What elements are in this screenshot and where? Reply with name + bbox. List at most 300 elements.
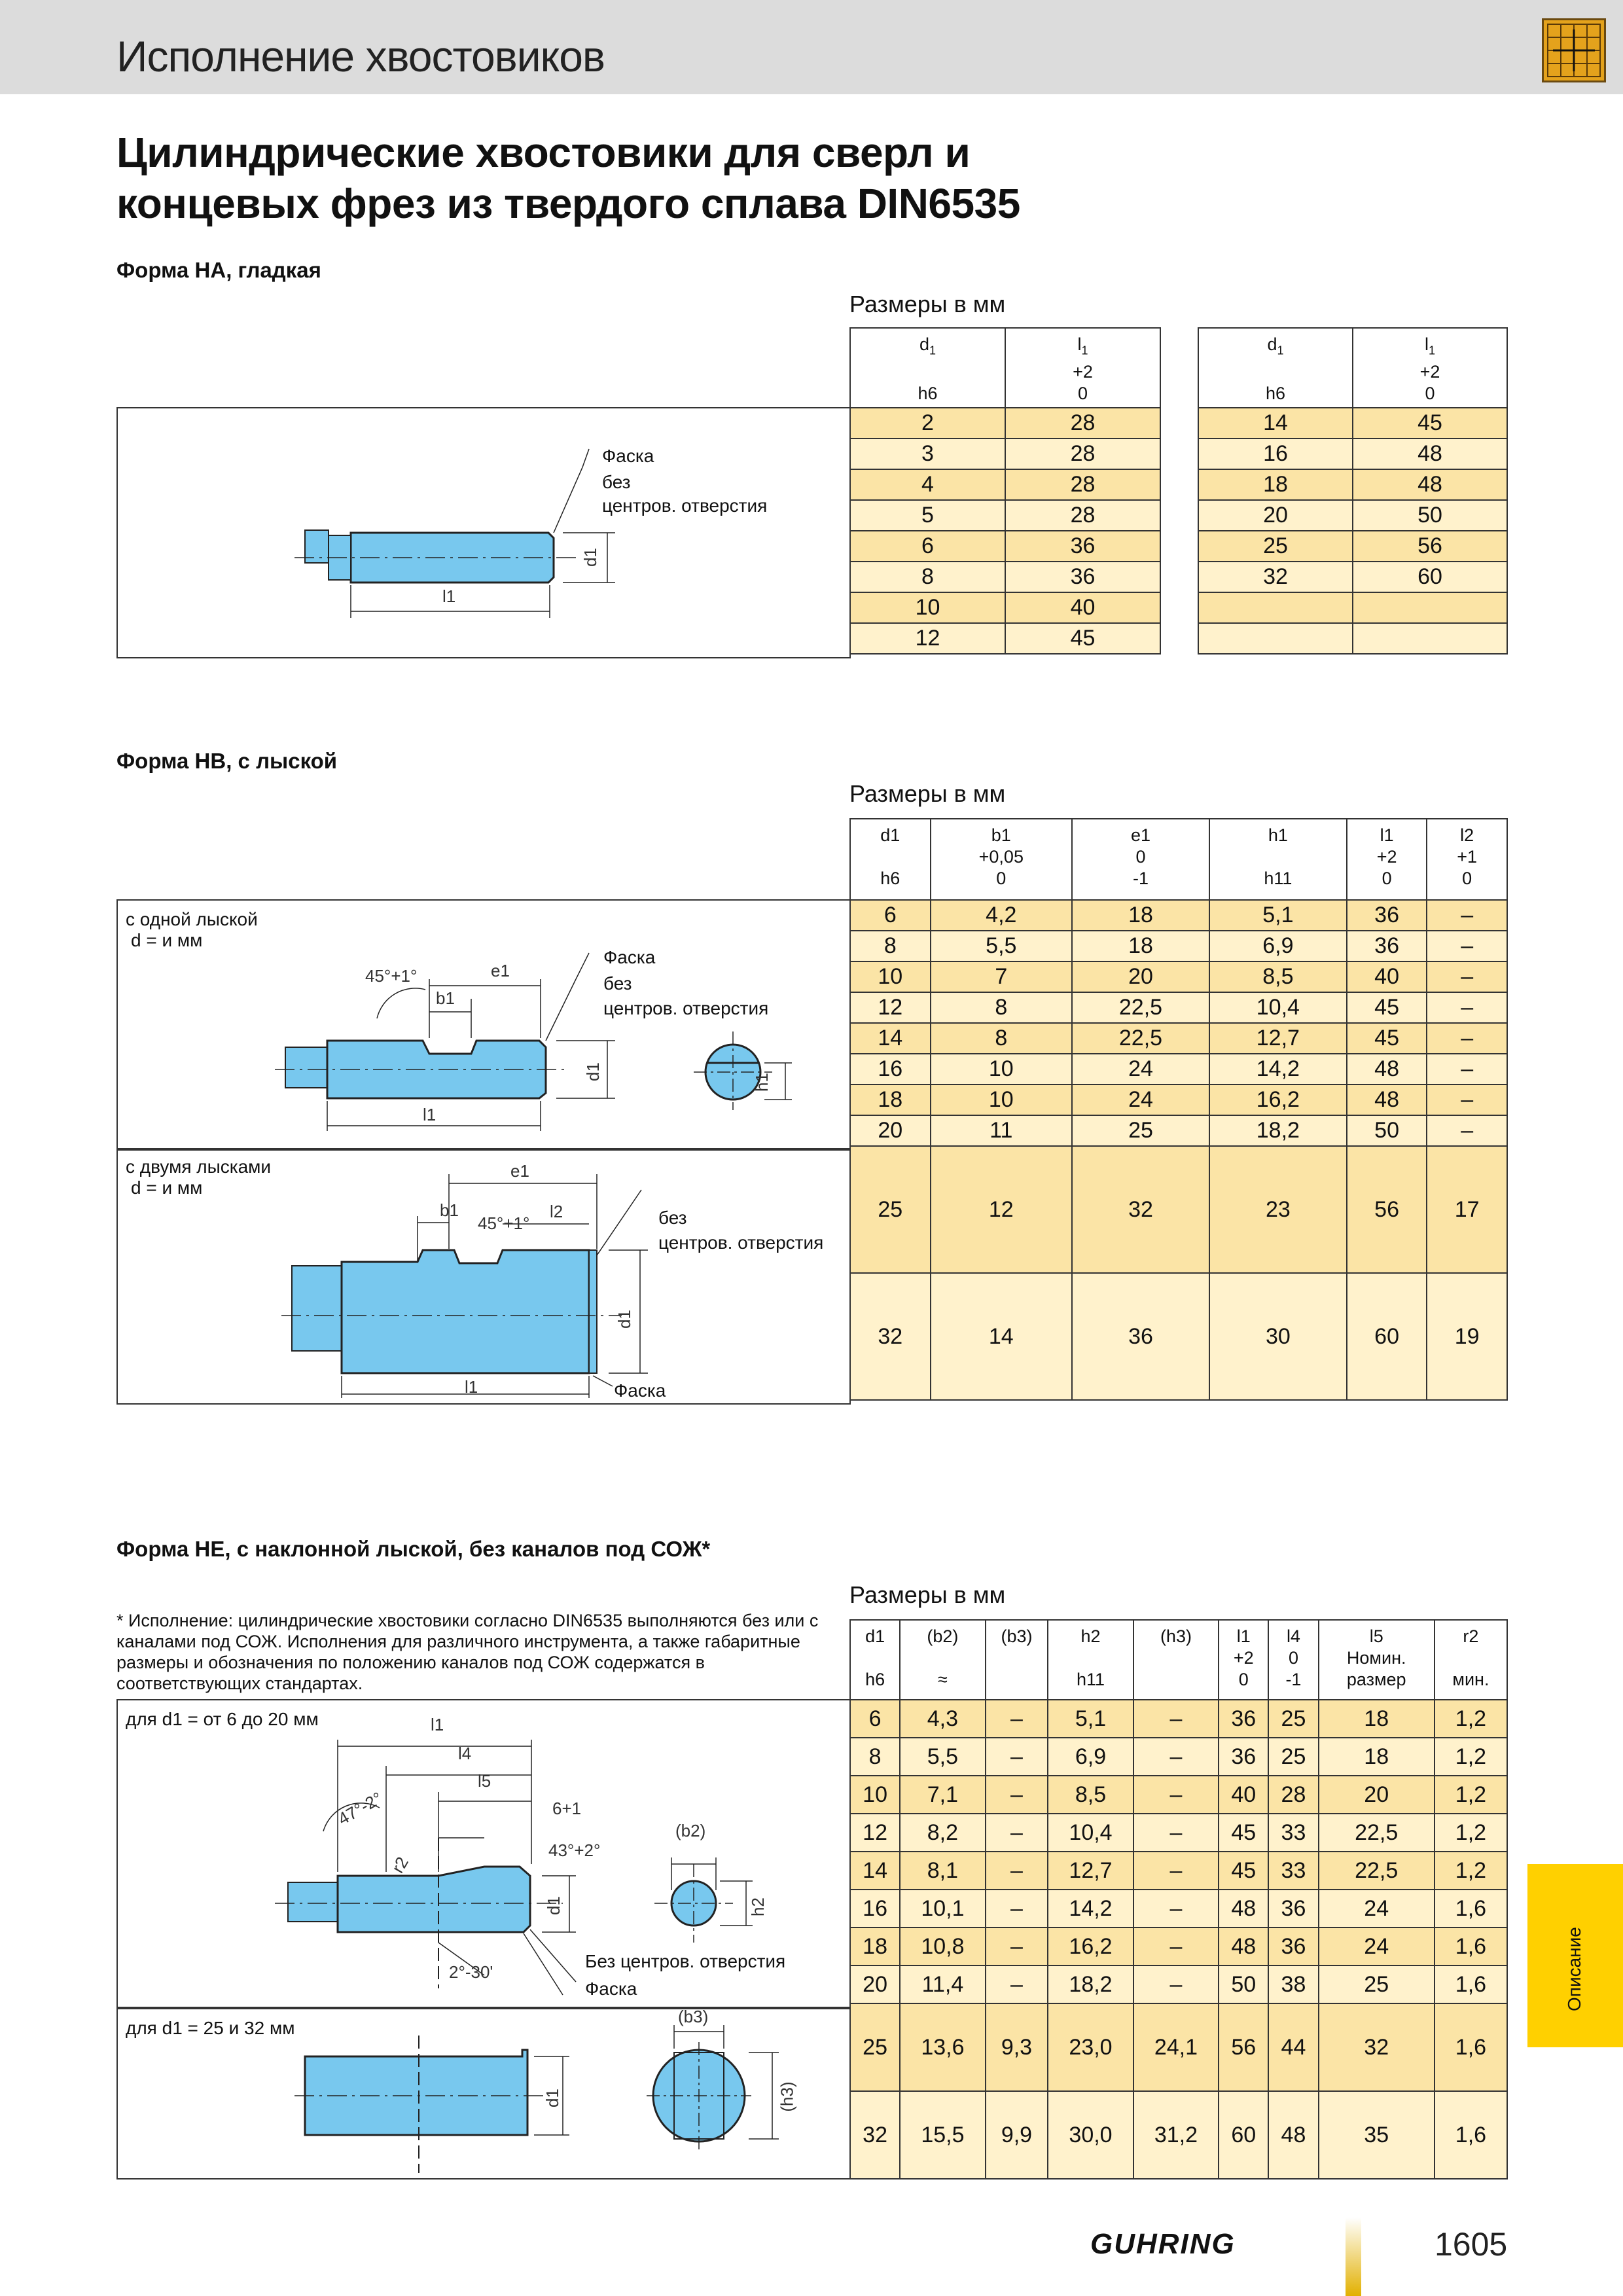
ha-header-d1: $d_1$ h6 xyxy=(850,328,1005,408)
section-hb-drawing-one-flat xyxy=(116,899,851,1149)
ha-right-cell: 14 xyxy=(1198,408,1353,439)
hb2-angle-label: 45°+1° xyxy=(478,1213,530,1233)
section-ha-dims-label: Размеры в мм xyxy=(849,291,1006,317)
he-cell: 33 xyxy=(1268,1814,1318,1852)
ha-left-row xyxy=(850,439,1160,469)
hb-cell: 18 xyxy=(1072,900,1209,931)
he-cell: 22,5 xyxy=(1319,1814,1435,1852)
hb-cell: 25 xyxy=(1072,1115,1209,1146)
hb2-cell: 32 xyxy=(850,1273,931,1400)
he-cell: 20 xyxy=(1319,1776,1435,1814)
hb-h1-label: h1 xyxy=(751,1073,772,1092)
hb-cell: 40 xyxy=(1347,961,1427,992)
section-he-drawing-small xyxy=(116,1699,851,2008)
he-header-cell xyxy=(1319,1620,1435,1700)
ha-no-center-label-2: центров. отверстия xyxy=(602,495,768,516)
he-cell: 1,6 xyxy=(1435,1928,1507,1965)
he-header-text: (b3) xyxy=(1001,1626,1033,1646)
he-cell: 5,5 xyxy=(900,1738,985,1776)
ha-right-cell: 18 xyxy=(1198,469,1353,500)
ha-left-cell: 10 xyxy=(850,592,1005,623)
he-range-caption-1: для d1 = от 6 до 20 мм xyxy=(126,1709,319,1729)
he2-cell: 31,2 xyxy=(1133,2091,1219,2179)
hb2-cell: 25 xyxy=(850,1146,931,1273)
side-tab[interactable] xyxy=(1527,1864,1623,2047)
he-cell: 10,1 xyxy=(900,1890,985,1928)
he-cell: 18,2 xyxy=(1048,1965,1133,2003)
hb-cell: 48 xyxy=(1347,1054,1427,1085)
he-cell: – xyxy=(1133,1852,1219,1890)
page-number: 1605 xyxy=(1435,2226,1508,2263)
he-cell: 36 xyxy=(1219,1700,1268,1738)
shank-hb-one-flat-illustration xyxy=(118,901,849,1148)
hb-cell: 22,5 xyxy=(1072,1023,1209,1054)
ha-d1-label: d1 xyxy=(580,548,600,567)
section-hb-title: Форма HB, с лыской xyxy=(116,749,338,773)
hb-cell: 20 xyxy=(1072,961,1209,992)
he-cell: – xyxy=(1133,1890,1219,1928)
he-cell: 8 xyxy=(850,1738,900,1776)
hb-header-text: d1 xyxy=(880,825,901,845)
ha-left-cell: 28 xyxy=(1005,408,1160,439)
ha-right-cell: 25 xyxy=(1198,531,1353,562)
ha-right-cell xyxy=(1353,592,1507,623)
he-cell: – xyxy=(986,1852,1048,1890)
ha-left-cell: 40 xyxy=(1005,592,1160,623)
hb-header-text: +1 xyxy=(1457,847,1478,867)
he-header-cell xyxy=(900,1620,985,1700)
he2-cell: 13,6 xyxy=(900,2003,985,2091)
hb-cell: 14,2 xyxy=(1209,1054,1347,1085)
ha-right-cell: 48 xyxy=(1353,439,1507,469)
section-he-drawing-large xyxy=(116,2008,851,2179)
ha-left-row xyxy=(850,408,1160,439)
hb2-l2-label: l2 xyxy=(550,1202,563,1221)
ha-left-row xyxy=(850,623,1160,654)
hb-cell: 18,2 xyxy=(1209,1115,1347,1146)
he-cell: – xyxy=(986,1776,1048,1814)
he-header-text xyxy=(1134,1669,1218,1691)
he-header-text xyxy=(1134,1647,1218,1669)
he2-cell: 15,5 xyxy=(900,2091,985,2179)
hb-header-cell xyxy=(1427,819,1507,900)
hb-cell: 16,2 xyxy=(1209,1085,1347,1115)
he-angle43-label: 43°+2° xyxy=(548,1840,601,1860)
he-header-text: размер xyxy=(1346,1670,1406,1689)
ha-right-cell xyxy=(1198,592,1353,623)
hb-row xyxy=(850,1085,1507,1115)
ha-right-cell: 20 xyxy=(1198,500,1353,531)
he2-cell: 56 xyxy=(1219,2003,1268,2091)
hb-cell: 20 xyxy=(850,1115,931,1146)
hb-one-flat-caption-1: с одной лыской xyxy=(126,909,258,929)
hb-cell: 10,4 xyxy=(1209,992,1347,1023)
he-cell: 18 xyxy=(1319,1738,1435,1776)
shank-ha-illustration xyxy=(118,408,849,657)
he-cell: 11,4 xyxy=(900,1965,985,2003)
hb-row xyxy=(850,992,1507,1023)
hb-header-text: l1 xyxy=(1380,825,1394,845)
hb-header-text: b1 xyxy=(991,825,1011,845)
he2-cell: 44 xyxy=(1268,2003,1318,2091)
he-chamfer-label: Фаска xyxy=(585,1979,637,1999)
he-cell: 6 xyxy=(850,1700,900,1738)
ha-left-cell: 4 xyxy=(850,469,1005,500)
he-header-cell xyxy=(986,1620,1048,1700)
he-cell: – xyxy=(986,1814,1048,1852)
section-he-footnote: * Исполнение: цилиндрические хвостовики согласно DIN6535 выполняются без или с каналами под СОЖ. Исполнения для различного инструмента, а также габаритные размеры и обозначения по положению каналов под СОЖ содержатся в соответствующих стандартах. xyxy=(116,1611,819,1693)
ha-right-row xyxy=(1198,592,1507,623)
he-header-text: мин. xyxy=(1452,1670,1489,1689)
he-cell: 10 xyxy=(850,1776,900,1814)
he-cell: 16 xyxy=(850,1890,900,1928)
hb2-cell: 60 xyxy=(1347,1273,1427,1400)
page-title-line2: концевых фрез из твердого сплава DIN6535 xyxy=(116,180,1020,227)
he-d1b-label: d1 xyxy=(542,2089,562,2108)
he-cell: 40 xyxy=(1219,1776,1268,1814)
he-cell: 16,2 xyxy=(1048,1928,1133,1965)
hb2-cell: 14 xyxy=(931,1273,1072,1400)
ha-right-cell: 16 xyxy=(1198,439,1353,469)
he2-cell: 30,0 xyxy=(1048,2091,1133,2179)
he-header-text xyxy=(986,1647,1048,1669)
ha-left-cell: 45 xyxy=(1005,623,1160,654)
he-cell: 1,2 xyxy=(1435,1776,1507,1814)
he-cell: – xyxy=(986,1738,1048,1776)
he-cell: 50 xyxy=(1219,1965,1268,2003)
ha-table-right xyxy=(1198,327,1508,655)
section-ha-drawing xyxy=(116,407,851,658)
he-cell: 5,1 xyxy=(1048,1700,1133,1738)
he2-cell: 9,3 xyxy=(986,2003,1048,2091)
hb-cell: – xyxy=(1427,931,1507,961)
he-cell: 33 xyxy=(1268,1852,1318,1890)
ha-right-cell: 56 xyxy=(1353,531,1507,562)
ha-left-row xyxy=(850,469,1160,500)
hb-cell: 8,5 xyxy=(1209,961,1347,992)
hb-cell: 16 xyxy=(850,1054,931,1085)
hb-header-text: l2 xyxy=(1460,825,1474,845)
he-no-center-label: Без центров. отверстия xyxy=(585,1951,786,1971)
he-cell: 8,5 xyxy=(1048,1776,1133,1814)
hb-row xyxy=(850,1023,1507,1054)
he-angle2-label: 2°-30' xyxy=(449,1962,493,1982)
hb-angle-label: 45°+1° xyxy=(365,966,418,986)
hb-cell: 50 xyxy=(1347,1115,1427,1146)
he2-cell: 24,1 xyxy=(1133,2003,1219,2091)
he-cell: 10,4 xyxy=(1048,1814,1133,1852)
he-cell: – xyxy=(986,1965,1048,2003)
hb-header-text: 0 xyxy=(996,869,1007,888)
he-l5-label: l5 xyxy=(478,1771,491,1791)
ha-left-cell: 36 xyxy=(1005,562,1160,592)
page-title xyxy=(116,127,1020,229)
section-he-title: Форма HE, с наклонной лыской, без каналов под СОЖ* xyxy=(116,1537,711,1561)
he-header-text xyxy=(1048,1647,1132,1669)
section-hb-dims-label: Размеры в мм xyxy=(849,780,1006,807)
he-cell: 1,2 xyxy=(1435,1852,1507,1890)
he-cell: 1,2 xyxy=(1435,1814,1507,1852)
section-hb-drawing-two-flats xyxy=(116,1149,851,1405)
he2-cell: 25 xyxy=(850,2003,900,2091)
hb-cell: 45 xyxy=(1347,1023,1427,1054)
ha-right-row xyxy=(1198,500,1507,531)
he-header-text xyxy=(1435,1647,1507,1669)
he-header-text: l5 xyxy=(1369,1626,1383,1646)
hb2-chamfer-label: Фаска xyxy=(614,1380,666,1401)
he-cell: 24 xyxy=(1319,1928,1435,1965)
ha-right-row xyxy=(1198,562,1507,592)
he-header-cell xyxy=(1268,1620,1318,1700)
he-cell: – xyxy=(1133,1738,1219,1776)
ha-left-row xyxy=(850,500,1160,531)
he2-cell: 48 xyxy=(1268,2091,1318,2179)
hb-cell: 6 xyxy=(850,900,931,931)
hb-cell: – xyxy=(1427,1023,1507,1054)
ha-no-center-label-1: без xyxy=(602,472,631,492)
he-cell: 12,7 xyxy=(1048,1852,1133,1890)
brand-logo: GUHRING xyxy=(1090,2228,1236,2260)
he-header-text xyxy=(851,1647,899,1669)
hb-cell: 22,5 xyxy=(1072,992,1209,1023)
he-cell: 7,1 xyxy=(900,1776,985,1814)
he-header-text: h6 xyxy=(865,1670,885,1689)
ha-left-cell: 3 xyxy=(850,439,1005,469)
hb-cell: – xyxy=(1427,1054,1507,1085)
hb2-cell: 32 xyxy=(1072,1146,1209,1273)
he-table xyxy=(849,1619,1508,2179)
hb-row xyxy=(850,1054,1507,1085)
hb-cell: 6,9 xyxy=(1209,931,1347,961)
hb-cell: 14 xyxy=(850,1023,931,1054)
he-cell: 4,3 xyxy=(900,1700,985,1738)
hb-header-text: h1 xyxy=(1268,825,1288,845)
hb-header-text: h6 xyxy=(880,869,901,888)
he-header-cell xyxy=(1219,1620,1268,1700)
hb2-cell: 36 xyxy=(1072,1273,1209,1400)
hb-row xyxy=(850,1115,1507,1146)
shank-hb-two-flats-illustration xyxy=(118,1151,849,1403)
ha-right-row xyxy=(1198,408,1507,439)
he-cell: 1,6 xyxy=(1435,1965,1507,2003)
page-title-line1: Цилиндрические хвостовики для сверл и xyxy=(116,129,971,176)
hb2-l1-label: l1 xyxy=(465,1377,478,1397)
he-cell: 18 xyxy=(1319,1700,1435,1738)
ha-left-row xyxy=(850,562,1160,592)
hb-header-cell xyxy=(1072,819,1209,900)
grid-icon xyxy=(1542,18,1606,82)
he-cell: – xyxy=(1133,1965,1219,2003)
hb-cell: 36 xyxy=(1347,900,1427,931)
he-r2-label: r2 xyxy=(387,1853,412,1876)
hb2-b1-label: b1 xyxy=(440,1200,459,1220)
hb-header-text: 0 xyxy=(1462,869,1472,888)
ha-left-cell: 28 xyxy=(1005,469,1160,500)
hb-cell: 45 xyxy=(1347,992,1427,1023)
hb-header-cell xyxy=(1209,819,1347,900)
ha-left-row xyxy=(850,531,1160,562)
section-he-dims-label: Размеры в мм xyxy=(849,1581,1006,1608)
he-header-text: l1 xyxy=(1236,1626,1251,1646)
hb-two-flats-caption-1: с двумя лысками xyxy=(126,1157,272,1177)
hb2-cell: 12 xyxy=(931,1146,1072,1273)
ha-l1-label: l1 xyxy=(442,586,456,606)
hb-cell: 8 xyxy=(850,931,931,961)
he-cell: 38 xyxy=(1268,1965,1318,2003)
hb-cell: 5,5 xyxy=(931,931,1072,961)
ha-right-cell: 50 xyxy=(1353,500,1507,531)
footer-bar xyxy=(1346,2217,1361,2296)
hb-cell: 12 xyxy=(850,992,931,1023)
hb-cell: 24 xyxy=(1072,1085,1209,1115)
ha-left-cell: 5 xyxy=(850,500,1005,531)
hb2-row xyxy=(850,1146,1507,1273)
hb-header-cell xyxy=(1347,819,1427,900)
he-header-text: l4 xyxy=(1286,1626,1300,1646)
he-cell: – xyxy=(1133,1928,1219,1965)
ha-left-row xyxy=(850,592,1160,623)
hb-header-cell xyxy=(850,819,931,900)
he-header-text xyxy=(986,1669,1048,1691)
hb-cell: – xyxy=(1427,1085,1507,1115)
hb-no-center-label-2: центров. отверстия xyxy=(603,998,769,1018)
he-cell: – xyxy=(986,1890,1048,1928)
ha-left-cell: 28 xyxy=(1005,439,1160,469)
hb-header-cell xyxy=(931,819,1072,900)
he-row xyxy=(850,1738,1507,1776)
hb-header-text: h11 xyxy=(1264,869,1293,888)
he-angle47-label: 47°-2° xyxy=(334,1787,386,1829)
hb-table xyxy=(849,818,1508,1401)
hb-header-text: e1 xyxy=(1130,825,1150,845)
he-cell: 25 xyxy=(1268,1738,1318,1776)
hb-chamfer-label: Фаска xyxy=(603,947,656,967)
he-cell: – xyxy=(1133,1776,1219,1814)
he-cell: 25 xyxy=(1268,1700,1318,1738)
he-row xyxy=(850,1965,1507,2003)
he-cell: 45 xyxy=(1219,1852,1268,1890)
hb-one-flat-caption-2: d = и мм xyxy=(131,930,203,950)
he2-cell: 23,0 xyxy=(1048,2003,1133,2091)
hb-cell: – xyxy=(1427,900,1507,931)
side-tab-label: Описание xyxy=(1564,1927,1584,2011)
he-cell: 36 xyxy=(1219,1738,1268,1776)
he-cell: 10,8 xyxy=(900,1928,985,1965)
hb2-cell: 56 xyxy=(1347,1146,1427,1273)
he-cell: 24 xyxy=(1319,1890,1435,1928)
hb-header-text: +2 xyxy=(1376,847,1397,867)
he-header-text: r2 xyxy=(1463,1626,1479,1646)
he-cell: 25 xyxy=(1319,1965,1435,2003)
hb-cell: 10 xyxy=(850,961,931,992)
he-cell: 36 xyxy=(1268,1890,1318,1928)
hb-cell: 36 xyxy=(1347,931,1427,961)
hb-cell: 11 xyxy=(931,1115,1072,1146)
he-cell: 14,2 xyxy=(1048,1890,1133,1928)
hb-cell: 4,2 xyxy=(931,900,1072,931)
hb-cell: 18 xyxy=(1072,931,1209,961)
he2-cell: 1,6 xyxy=(1435,2091,1507,2179)
hb2-cell: 19 xyxy=(1427,1273,1507,1400)
ha-left-cell: 2 xyxy=(850,408,1005,439)
he-l1-label: l1 xyxy=(431,1715,444,1734)
he-cell: 36 xyxy=(1268,1928,1318,1965)
he-header-text: d1 xyxy=(865,1626,885,1646)
hb-cell: 12,7 xyxy=(1209,1023,1347,1054)
he-cell: 14 xyxy=(850,1852,900,1890)
he-cell: 12 xyxy=(850,1814,900,1852)
hb-l1-label: l1 xyxy=(423,1105,437,1124)
he-header-cell xyxy=(1435,1620,1507,1700)
he-header-text: -1 xyxy=(1285,1670,1302,1689)
hb-cell: 48 xyxy=(1347,1085,1427,1115)
hb2-d1-label: d1 xyxy=(614,1310,634,1329)
he-cell: – xyxy=(986,1928,1048,1965)
he-h2-label: h2 xyxy=(747,1897,768,1916)
he-cell: 1,6 xyxy=(1435,1890,1507,1928)
he-cell: 48 xyxy=(1219,1928,1268,1965)
he-header-text: ≈ xyxy=(937,1670,948,1689)
hb-cell: – xyxy=(1427,992,1507,1023)
he-cell: 22,5 xyxy=(1319,1852,1435,1890)
ha-right-cell: 45 xyxy=(1353,408,1507,439)
he-header-text: 0 xyxy=(1288,1648,1298,1668)
hb-row xyxy=(850,900,1507,931)
ha-left-cell: 36 xyxy=(1005,531,1160,562)
hb2-row xyxy=(850,1273,1507,1400)
hb-header-text xyxy=(1210,846,1346,868)
ha-header-d1-right: $d_1$ h6 xyxy=(1198,328,1353,408)
he-header-cell xyxy=(850,1620,900,1700)
he-cell: – xyxy=(986,1700,1048,1738)
he-header-text: +2 xyxy=(1233,1648,1254,1668)
he-cell: 8,2 xyxy=(900,1814,985,1852)
hb-header-text: +0,05 xyxy=(978,847,1024,867)
hb-header-text: 0 xyxy=(1135,847,1146,867)
he-range-caption-2: для d1 = 25 и 32 мм xyxy=(126,2018,295,2038)
hb-cell: 24 xyxy=(1072,1054,1209,1085)
he-cell: – xyxy=(1133,1700,1219,1738)
ha-right-cell: 60 xyxy=(1353,562,1507,592)
hb-b1-label: b1 xyxy=(436,988,455,1008)
he-header-text: (b2) xyxy=(927,1626,959,1646)
he-cell: 48 xyxy=(1219,1890,1268,1928)
he-d1-label: d1 xyxy=(543,1896,563,1915)
hb-row xyxy=(850,931,1507,961)
he-cell: 28 xyxy=(1268,1776,1318,1814)
hb-cell: – xyxy=(1427,1115,1507,1146)
he-h3-label: (h3) xyxy=(777,2081,797,2112)
he-cell: 1,2 xyxy=(1435,1738,1507,1776)
ha-chamfer-label: Фаска xyxy=(602,446,654,466)
he-cell: 1,2 xyxy=(1435,1700,1507,1738)
ha-left-cell: 12 xyxy=(850,623,1005,654)
ha-left-cell: 28 xyxy=(1005,500,1160,531)
ha-left-cell: 6 xyxy=(850,531,1005,562)
he-cell: – xyxy=(1133,1814,1219,1852)
ha-header-l1-right: $l_1$ +2 0 xyxy=(1353,328,1507,408)
hb-cell: 18 xyxy=(850,1085,931,1115)
ha-right-cell: 48 xyxy=(1353,469,1507,500)
ha-right-row xyxy=(1198,531,1507,562)
hb-header-text xyxy=(851,846,930,868)
header-title: Исполнение хвостовиков xyxy=(116,32,605,81)
he-header-text: Номин. xyxy=(1346,1648,1406,1668)
hb2-cell: 23 xyxy=(1209,1146,1347,1273)
hb2-cell: 30 xyxy=(1209,1273,1347,1400)
hb-no-center-label-1: без xyxy=(603,973,632,994)
he-header-cell xyxy=(1048,1620,1133,1700)
